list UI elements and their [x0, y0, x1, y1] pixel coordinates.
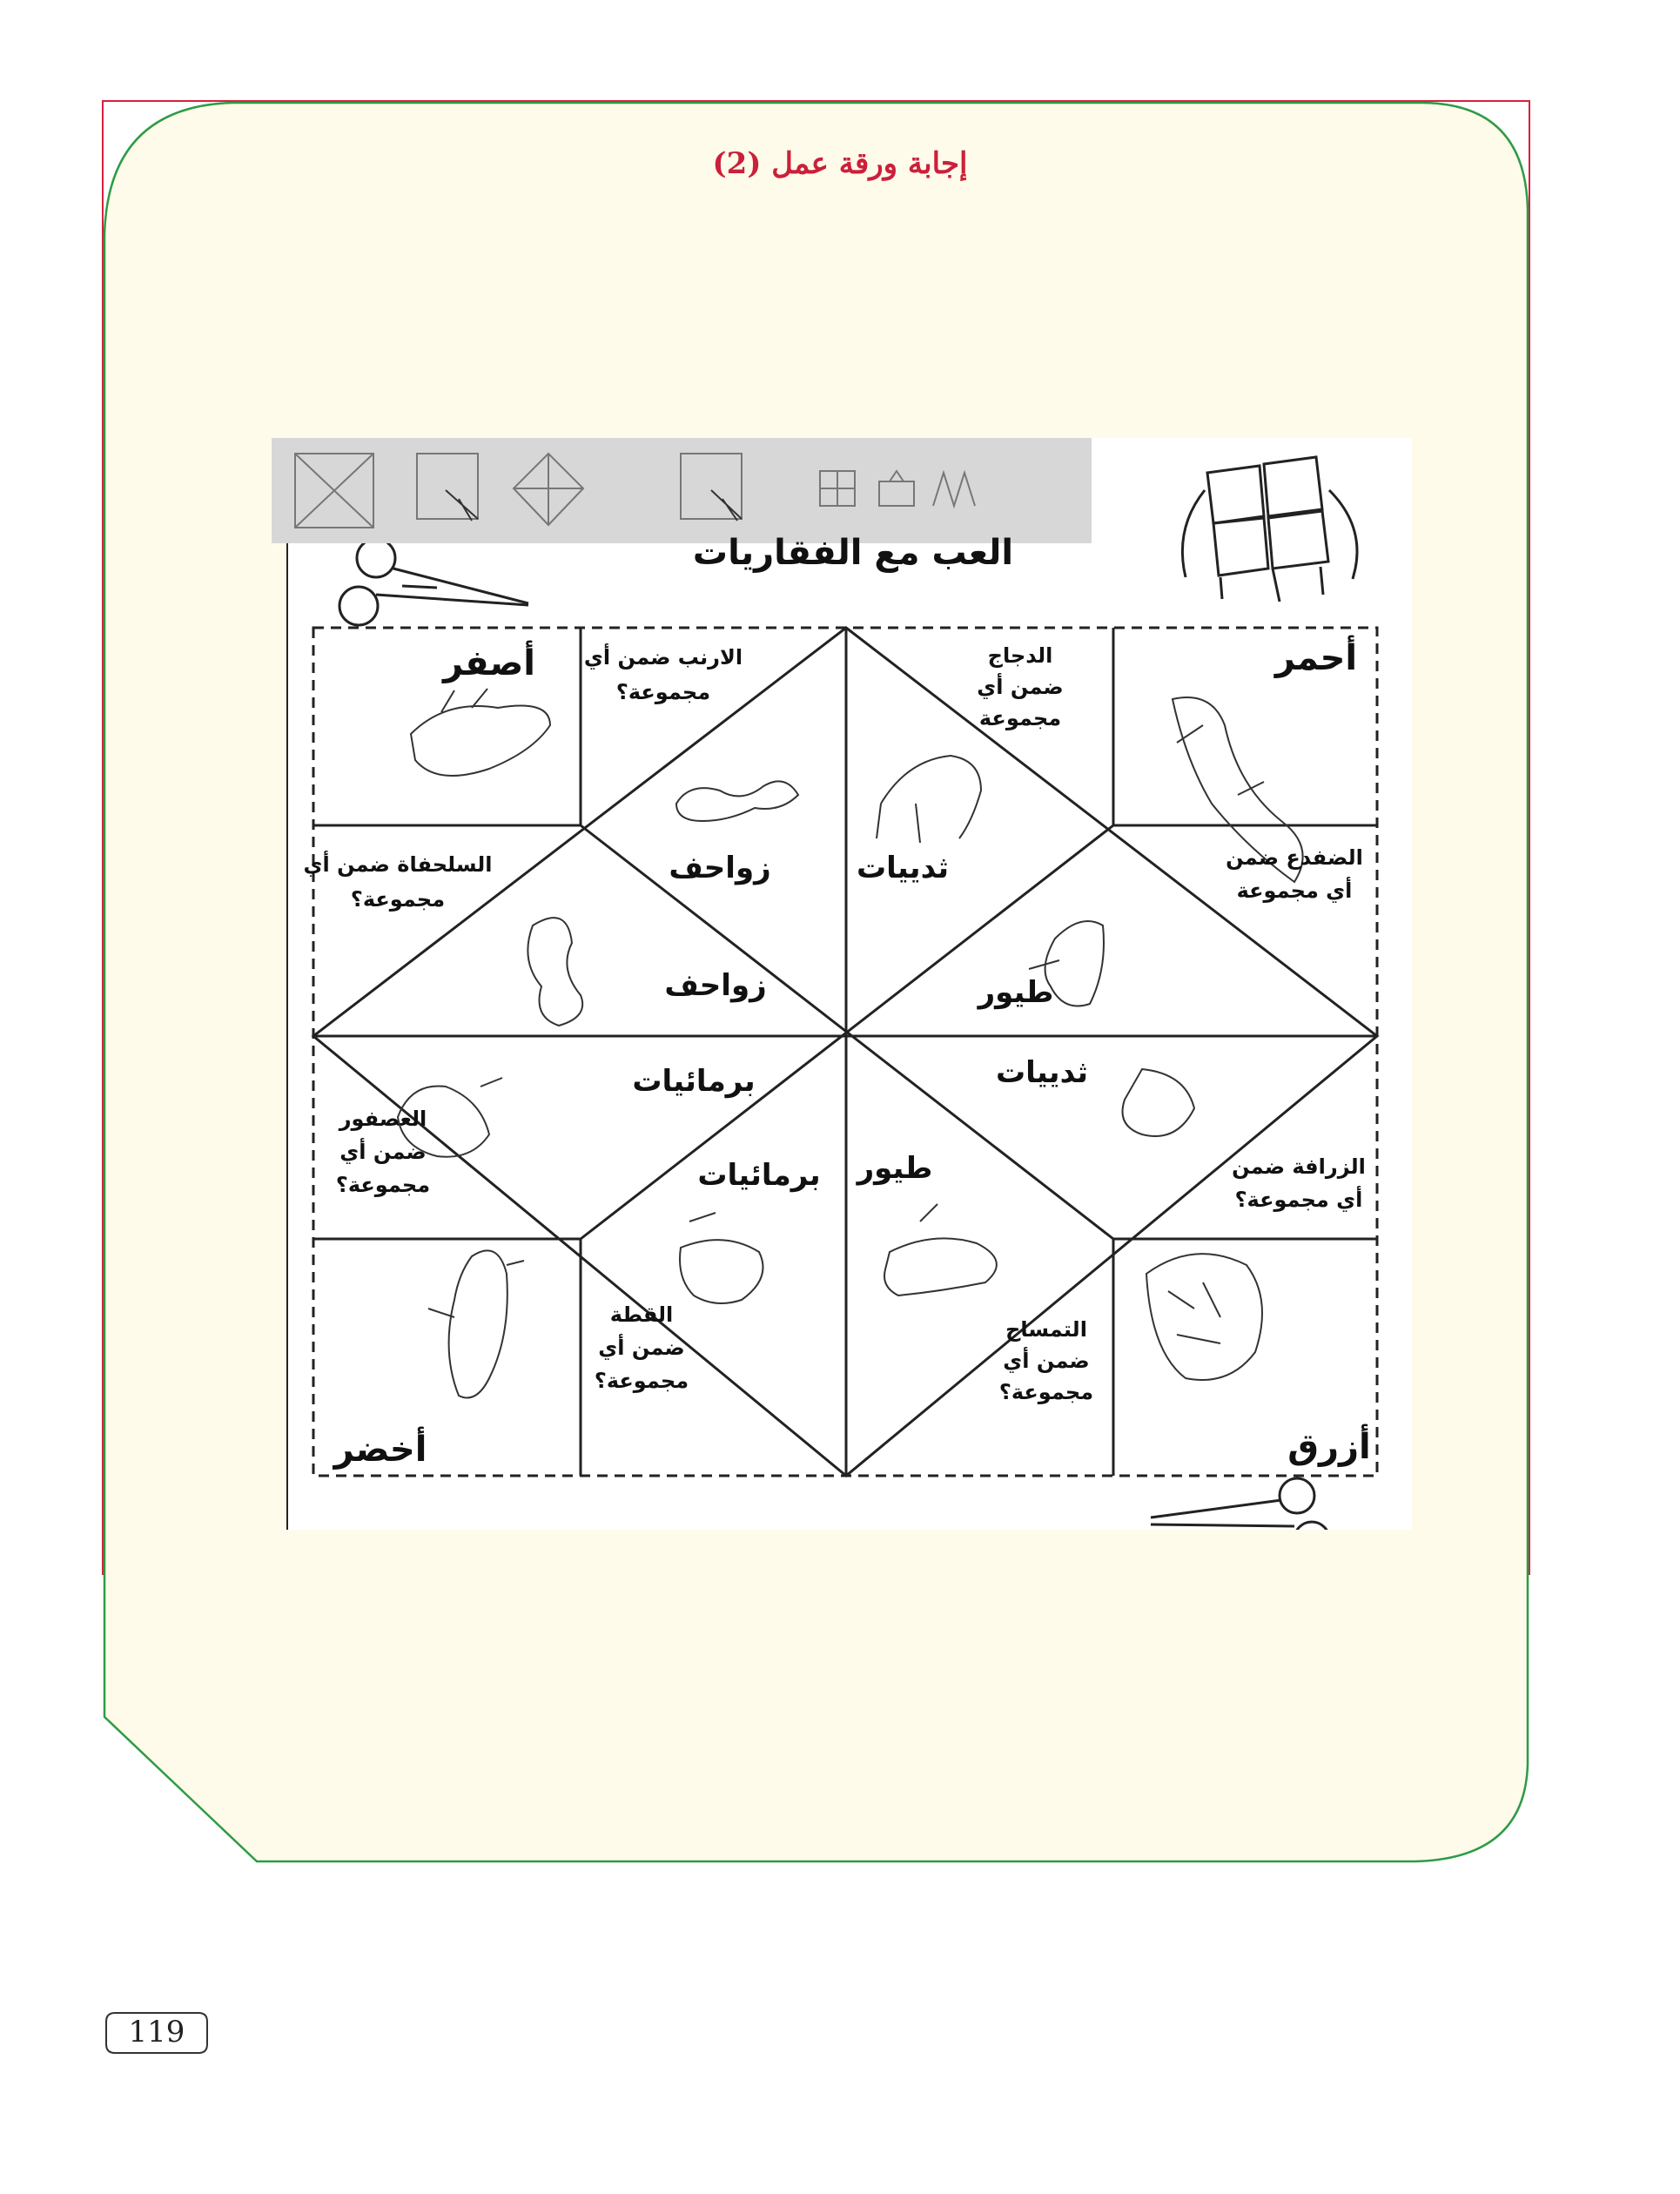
answer-reptiles-1: زواحف [669, 851, 771, 885]
page-title: إجابة ورقة عمل (2) [712, 146, 968, 181]
page-number [104, 2009, 209, 2056]
question-chicken: الدجاج ضمن أي مجموعة [977, 643, 1064, 730]
corner-fold-icon [417, 454, 478, 521]
fold-steps-strip [272, 438, 1092, 543]
question-sparrow: العصفور ضمن أي مجموعة؟ [335, 1107, 431, 1197]
fortune-teller-sheet [272, 438, 1412, 1530]
question-giraffe: الزرافة ضمن أي مجموعة؟ [1232, 1154, 1366, 1212]
corner-fold-icon-2 [681, 454, 742, 521]
answer-mammals-1: ثدييات [857, 851, 949, 885]
corner-label-yellow: أصفر [442, 643, 536, 683]
corner-label-blue: أزرق [1287, 1427, 1371, 1467]
pinch-fold-icon [879, 471, 914, 506]
answer-amphibians-1: برمائيات [632, 1064, 756, 1099]
corner-label-red: أحمر [1274, 638, 1358, 678]
answer-reptiles-2: زواحف [664, 968, 767, 1003]
answer-amphibians-2: برمائيات [697, 1158, 821, 1193]
question-crocodile: التمساح ضمن أي مجموعة؟ [998, 1317, 1094, 1404]
question-rabbit: الارنب ضمن أي مجموعة؟ [583, 645, 743, 704]
answer-birds-2: طيور [857, 1151, 933, 1186]
grid-fold-icon [820, 471, 855, 506]
answer-birds-1: طيور [978, 975, 1054, 1010]
answer-mammals-2: ثدييات [996, 1055, 1088, 1090]
corner-label-green: أخضر [333, 1430, 427, 1470]
page-number-text: 119 [128, 2015, 185, 2049]
question-cat: القطة ضمن أي مجموعة؟ [594, 1302, 689, 1393]
square-fold-diagonal-icon [295, 454, 373, 528]
question-turtle: السلحفاة ضمن أي مجموعة؟ [303, 852, 493, 912]
question-frog: الضفدع ضمن أي مجموعة [1226, 845, 1363, 903]
finished-teller-icon [933, 473, 975, 506]
diamond-fold-icon [514, 454, 583, 525]
game-title: العب مع الفقاريات [692, 533, 1014, 573]
